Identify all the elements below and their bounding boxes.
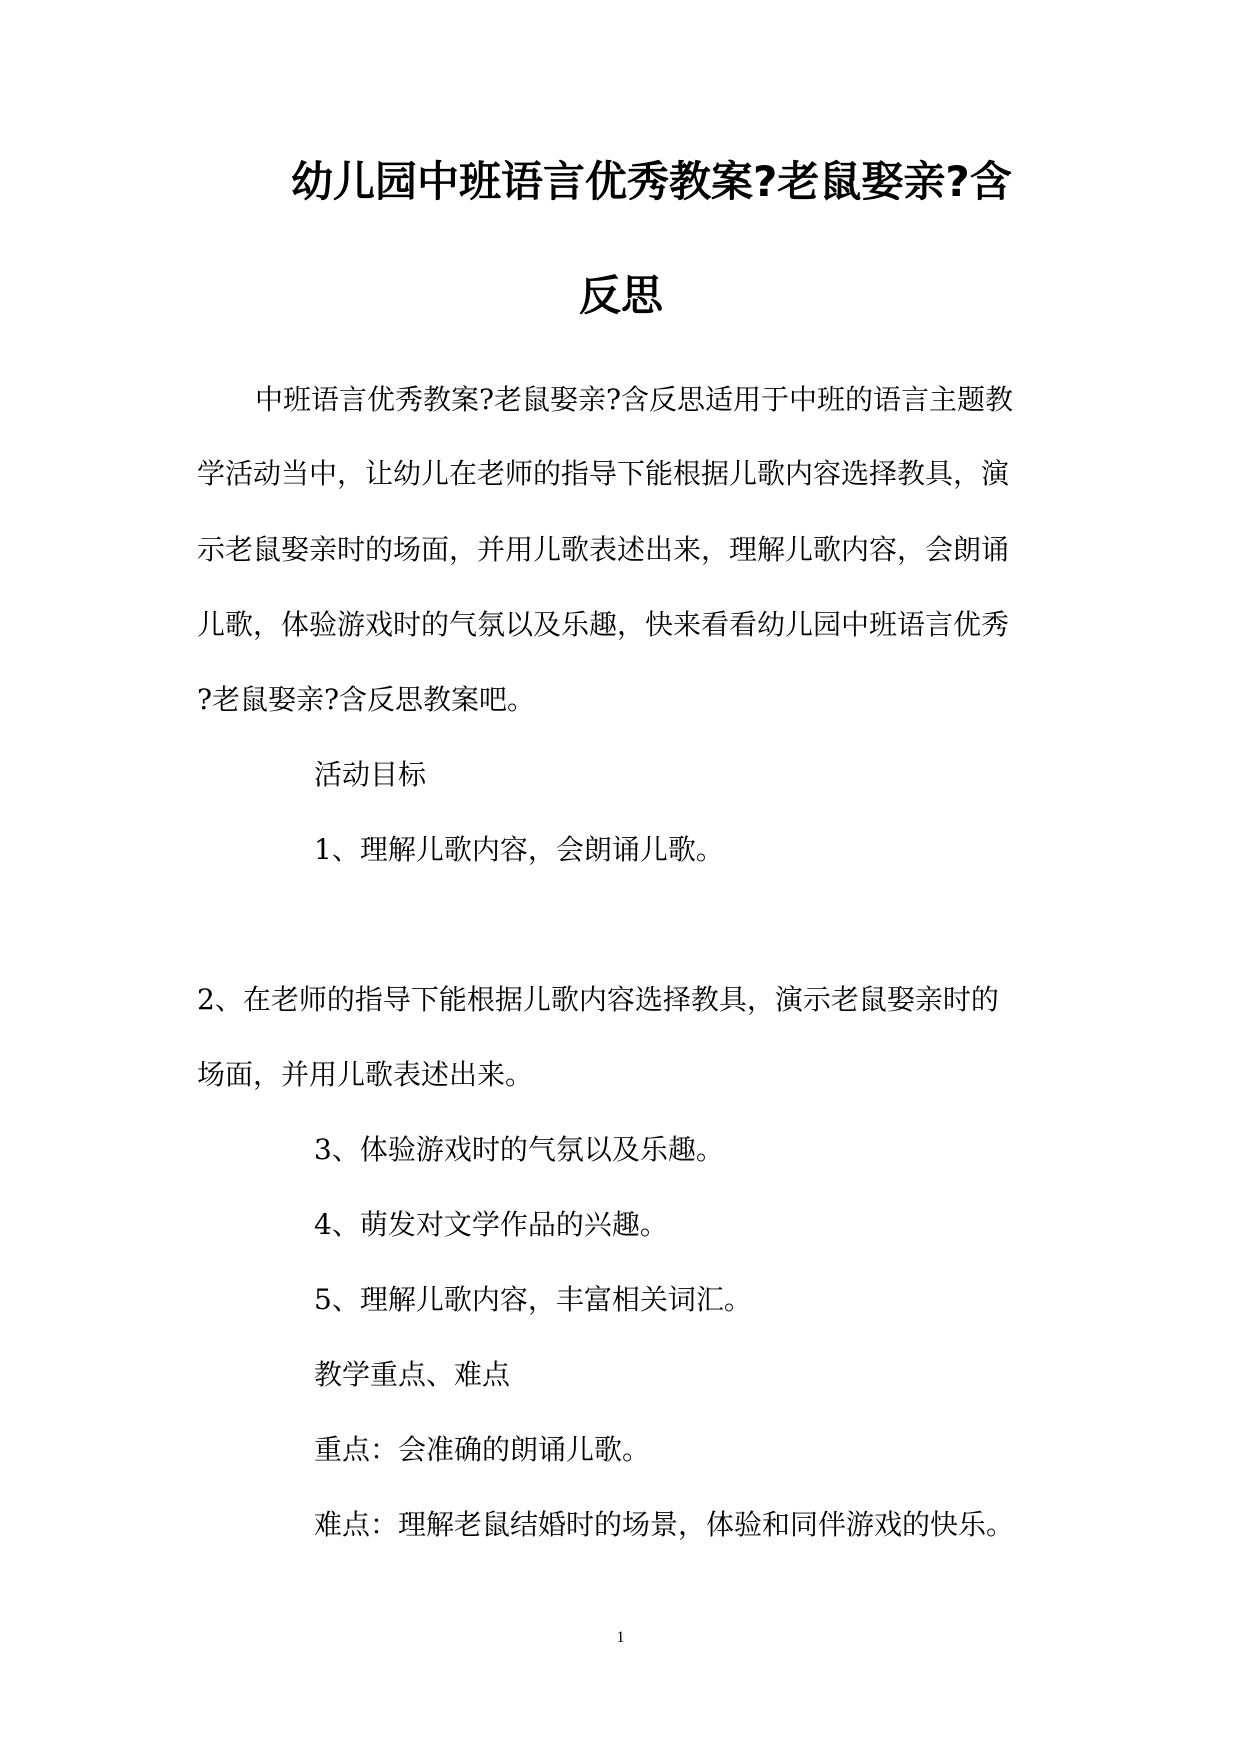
document-title-line-2: 反思 — [579, 271, 664, 320]
document-title-line-1: 幼儿园中班语言优秀教案?老鼠娶亲?含 — [291, 157, 1012, 206]
goal-item-4: 4、萌发对文学作品的兴趣。 — [314, 1208, 668, 1241]
goal-item-2-line-2: 场面，并用儿歌表述出来。 — [197, 1058, 534, 1091]
focus-difficult-point: 难点：理解老鼠结婚时的场景，体验和同伴游戏的快乐。 — [314, 1508, 1015, 1541]
goal-item-5: 5、理解儿歌内容，丰富相关词汇。 — [314, 1283, 752, 1316]
intro-line-3: 示老鼠娶亲时的场面，并用儿歌表述出来，理解儿歌内容，会朗诵 — [197, 533, 1010, 566]
intro-line-1: 中班语言优秀教案?老鼠娶亲?含反思适用于中班的语言主题教 — [255, 383, 1014, 416]
focus-key-point: 重点：会准确的朗诵儿歌。 — [314, 1433, 651, 1466]
goal-item-1: 1、理解儿歌内容，会朗诵儿歌。 — [314, 833, 724, 866]
goals-heading: 活动目标 — [314, 758, 427, 791]
focus-heading: 教学重点、难点 — [314, 1358, 511, 1391]
page-number: 1 — [616, 1629, 625, 1646]
intro-line-5: ?老鼠娶亲?含反思教案吧。 — [197, 683, 536, 716]
intro-line-4: 儿歌，体验游戏时的气氛以及乐趣，快来看看幼儿园中班语言优秀 — [197, 608, 1010, 641]
goal-item-2-line-1: 2、在老师的指导下能根据儿歌内容选择教具，演示老鼠娶亲时的 — [197, 983, 999, 1016]
intro-line-2: 学活动当中，让幼儿在老师的指导下能根据儿歌内容选择教具，演 — [197, 457, 1010, 490]
goal-item-3: 3、体验游戏时的气氛以及乐趣。 — [314, 1133, 724, 1166]
